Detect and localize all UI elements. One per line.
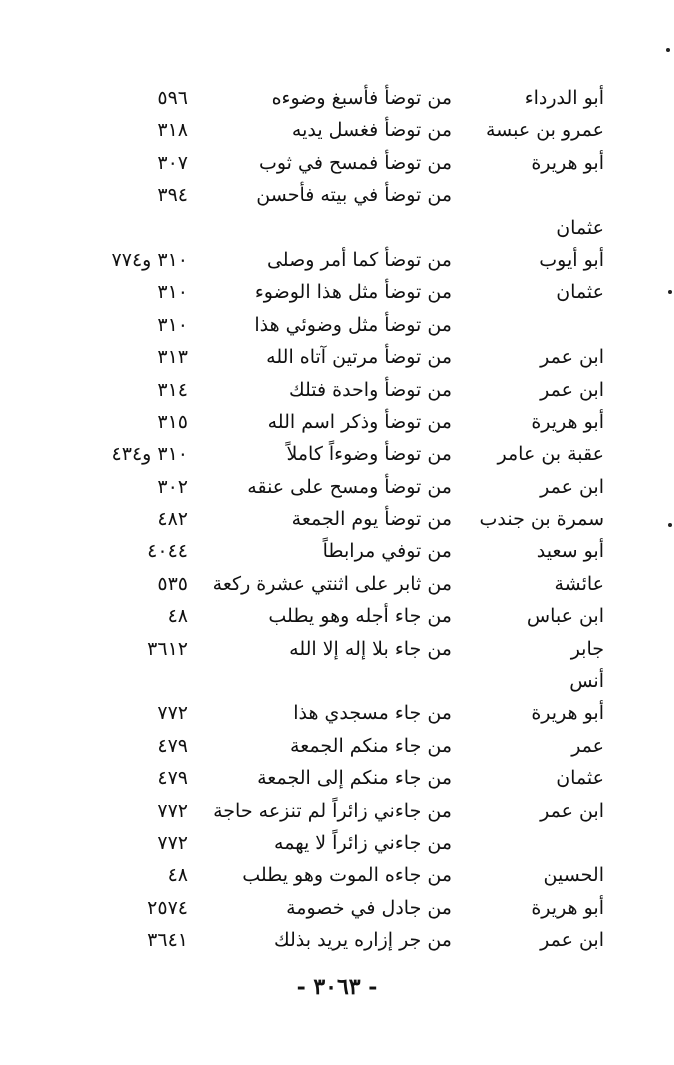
narrator-name: عثمان <box>556 216 604 239</box>
index-row <box>0 730 674 762</box>
hadith-number: ٣١٠ <box>157 313 188 336</box>
index-row <box>0 147 674 179</box>
hadith-incipit: من جاءني زائراً لم تنزعه حاجة <box>213 799 452 822</box>
hadith-incipit: من ثابر على اثنتي عشرة ركعة <box>212 572 452 595</box>
hadith-number: ٣٠٧ <box>157 151 188 174</box>
index-row <box>0 633 674 665</box>
edge-mark <box>666 48 670 52</box>
hadith-number: ٤٧٩ <box>157 767 188 790</box>
index-row <box>0 406 674 438</box>
hadith-incipit: من توضأ وذكر اسم الله <box>267 410 452 433</box>
index-row <box>0 795 674 827</box>
index-row <box>0 244 674 276</box>
narrator-name: أبو هريرة <box>531 151 604 174</box>
index-row <box>0 600 674 632</box>
narrator-name: ابن عمر <box>540 929 604 952</box>
narrator-name: أبو سعيد <box>536 540 604 563</box>
narrator-name: ابن عمر <box>540 799 604 822</box>
hadith-incipit: من توضأ مثل هذا الوضوء <box>254 281 452 304</box>
hadith-incipit: من جاءه الموت وهو يطلب <box>242 864 452 887</box>
hadith-number: ٣٩٤ <box>157 184 188 207</box>
narrator-name: أنس <box>569 670 604 693</box>
hadith-incipit: من توضأ كما أمر وصلى <box>266 248 452 271</box>
hadith-incipit: من توضأ يوم الجمعة <box>291 508 452 531</box>
hadith-incipit: من توضأ وضوءاً كاملاً <box>286 443 452 466</box>
hadith-number: ٤٨ <box>167 864 188 887</box>
hadith-incipit: من توضأ ومسح على عنقه <box>247 475 452 498</box>
hadith-number: ٣١٠ و٤٣٤ <box>111 443 188 466</box>
index-row <box>0 471 674 503</box>
hadith-incipit: من توضأ في بيته فأحسن <box>256 184 452 207</box>
hadith-number: ٣١٣ <box>157 346 188 369</box>
narrator-name: جابر <box>570 637 604 660</box>
index-row <box>0 827 674 859</box>
index-row <box>0 924 674 956</box>
index-row <box>0 82 674 114</box>
hadith-index-table <box>0 82 674 957</box>
hadith-number: ٣٦٤١ <box>147 929 188 952</box>
hadith-number: ٧٧٢ <box>157 702 188 725</box>
hadith-number: ٧٧٢ <box>157 799 188 822</box>
hadith-incipit: من توضأ فمسح في ثوب <box>258 151 452 174</box>
hadith-incipit: من توضأ مثل وضوئي هذا <box>254 313 452 336</box>
hadith-number: ٤٨٢ <box>157 508 188 531</box>
narrator-name: ابن عمر <box>540 378 604 401</box>
hadith-number: ٣١٤ <box>157 378 188 401</box>
hadith-number: ٧٧٢ <box>157 831 188 854</box>
hadith-incipit: من جاء أجله وهو يطلب <box>268 605 452 628</box>
hadith-number: ٣١٠ و٧٧٤ <box>111 248 188 271</box>
hadith-number: ٣١٥ <box>157 410 188 433</box>
index-row <box>0 309 674 341</box>
narrator-name: سمرة بن جندب <box>479 508 604 531</box>
narrator-name: ابن عباس <box>526 605 604 628</box>
hadith-incipit: من توضأ فأسبغ وضوءه <box>271 87 452 109</box>
index-row <box>0 276 674 308</box>
hadith-incipit: من جاءني زائراً لا يهمه <box>274 831 452 854</box>
hadith-incipit: من توضأ فغسل يديه <box>291 119 452 142</box>
hadith-number: ٥٣٥ <box>157 572 188 595</box>
narrator-name: أبو أيوب <box>539 248 604 271</box>
hadith-incipit: من جاء بلا إله إلا الله <box>289 637 452 660</box>
narrator-name: عائشة <box>554 572 604 595</box>
hadith-incipit: من جر إزاره يريد بذلك <box>274 929 452 952</box>
index-row <box>0 892 674 924</box>
narrator-name: عمر <box>571 734 604 757</box>
index-row <box>0 179 674 211</box>
index-row <box>0 535 674 567</box>
hadith-incipit: من جادل في خصومة <box>286 896 452 919</box>
narrator-name: أبو هريرة <box>531 410 604 433</box>
narrator-name: ابن عمر <box>540 475 604 498</box>
page-number: - ٣٠٦٣ - <box>296 974 378 1000</box>
narrator-name: الحسين <box>543 864 604 887</box>
index-row <box>0 341 674 373</box>
hadith-incipit: من توضأ مرتين آتاه الله <box>266 346 452 369</box>
hadith-incipit: من جاء منكم إلى الجمعة <box>257 767 452 790</box>
hadith-incipit: من جاء منكم الجمعة <box>290 734 452 757</box>
hadith-number: ٤٨ <box>167 605 188 628</box>
narrator-name: عمرو بن عبسة <box>485 119 604 142</box>
hadith-incipit: من توضأ واحدة فتلك <box>288 378 452 401</box>
index-row <box>0 438 674 470</box>
index-row <box>0 212 674 244</box>
hadith-number: ٣١٠ <box>157 281 188 304</box>
index-row <box>0 665 674 697</box>
index-row <box>0 374 674 406</box>
index-row <box>0 568 674 600</box>
hadith-number: ٣١٨ <box>157 119 188 142</box>
narrator-name: عقبة بن عامر <box>497 443 604 466</box>
narrator-name: أبو هريرة <box>531 702 604 725</box>
index-row <box>0 114 674 146</box>
narrator-name: عثمان <box>556 281 604 304</box>
narrator-name: عثمان <box>556 767 604 790</box>
index-row <box>0 762 674 794</box>
narrator-name: أبو الدرداء <box>524 87 604 109</box>
hadith-number: ٣٦١٢ <box>147 637 188 660</box>
hadith-number: ٣٠٢ <box>157 475 188 498</box>
hadith-number: ٤٠٤٤ <box>147 540 188 563</box>
narrator-name: ابن عمر <box>540 346 604 369</box>
index-row <box>0 503 674 535</box>
index-row <box>0 697 674 729</box>
hadith-number: ٥٩٦ <box>157 87 188 109</box>
hadith-incipit: من توفي مرابطاً <box>322 540 452 563</box>
hadith-number: ٤٧٩ <box>157 734 188 757</box>
narrator-name: أبو هريرة <box>531 896 604 919</box>
index-row <box>0 859 674 891</box>
hadith-incipit: من جاء مسجدي هذا <box>293 702 452 725</box>
hadith-number: ٢٥٧٤ <box>147 896 188 919</box>
